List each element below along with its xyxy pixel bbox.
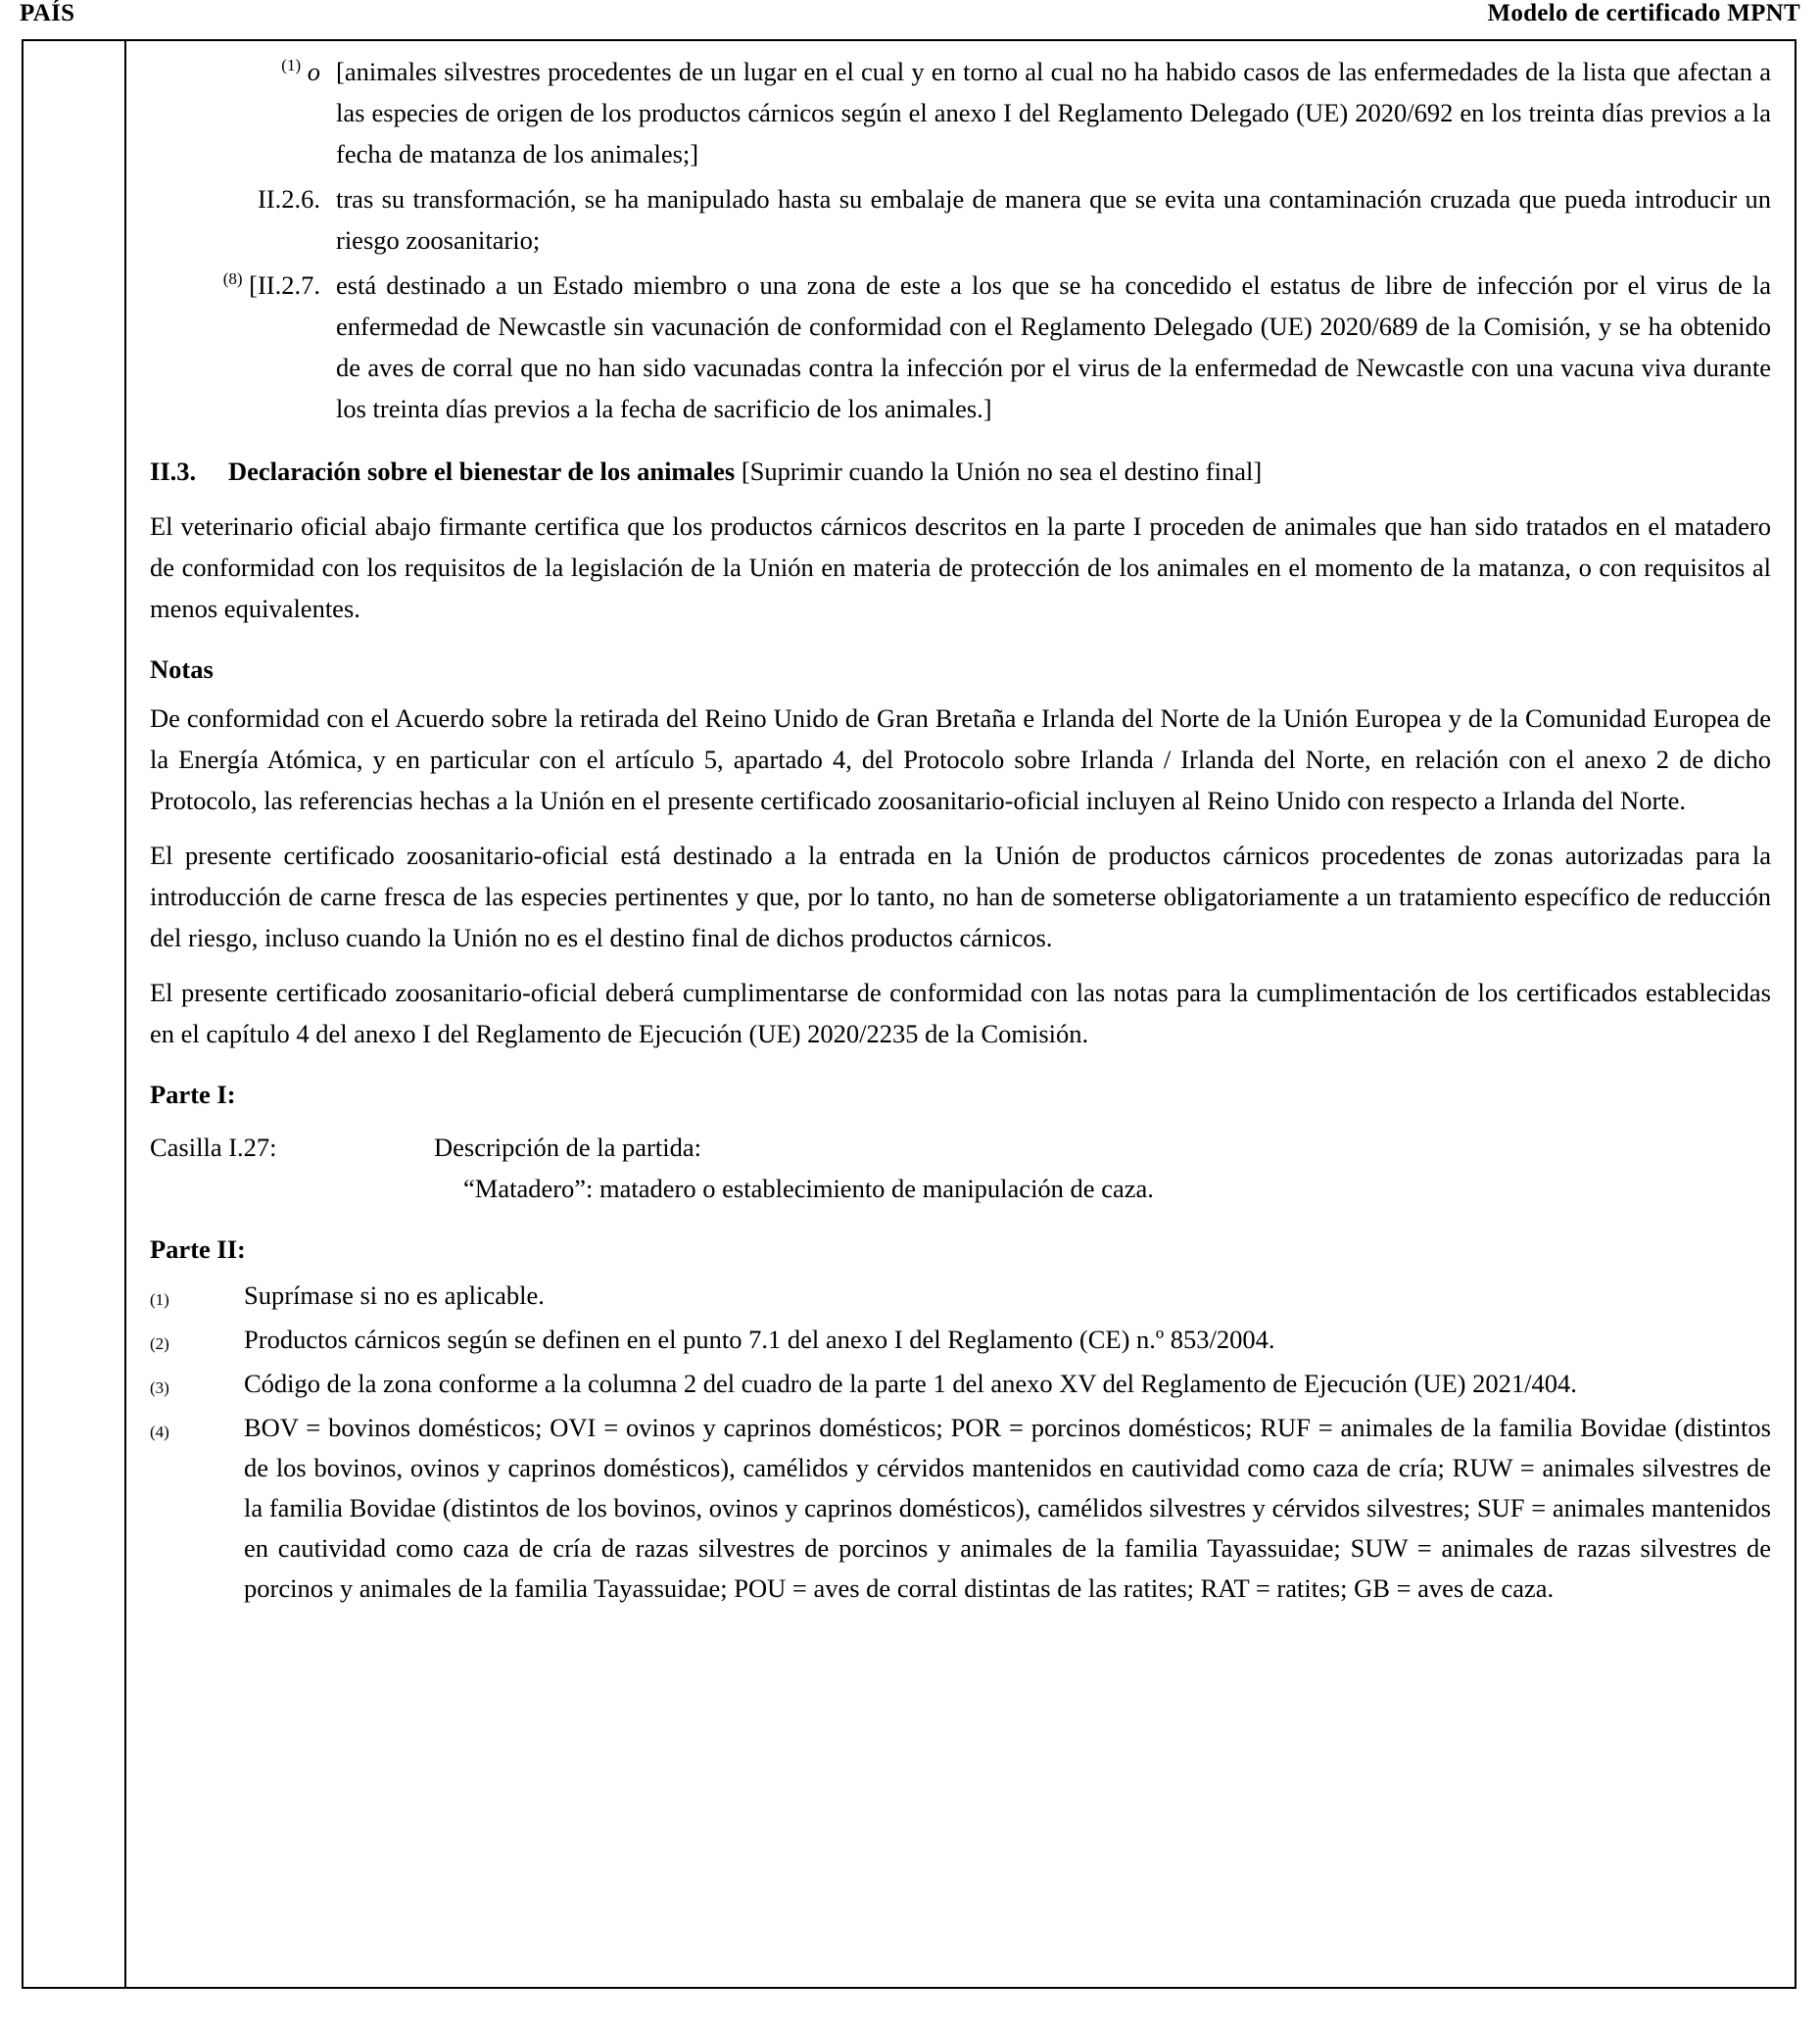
notes-paragraph: El presente certificado zoosanitario-oficial deberá cumplimentarse de conformidad con las notas para la cumplimentación de los certificados establecidas en el capítulo 4 del anexo I del Reglamento de Ejecución (UE) 2020/2235 de la Comisión.: [150, 978, 1771, 1048]
parte-i-heading: Parte I:: [150, 1080, 236, 1109]
footnote-mark: (4): [150, 1423, 169, 1441]
clause-number: [150, 265, 336, 306]
footnote-mark: (3): [150, 1378, 169, 1397]
section-welfare-paragraph: El veterinario oficial abajo firmante certifica que los productos cárnicos descritos en la parte I proceden de animales que han sido tratados en el matadero de conformidad con los requisitos de la legislación de la Unión en materia de protección de los animales en el momento de la matanza, o con requisitos al menos equivalentes.: [150, 511, 1771, 623]
clause-text: tras su transformación, se ha manipulado hasta su embalaje de manera que se evita una contaminación cruzada que pueda introducir un riesgo zoosanitario;: [336, 184, 1771, 255]
page-header: [0, 0, 1820, 39]
casilla-row: [150, 1127, 1771, 1209]
clause-number: [150, 178, 336, 219]
casilla-description-title: Descripción de la partida:: [434, 1133, 701, 1162]
footnote-row: [150, 1276, 1771, 1320]
parte-ii-heading: Parte II:: [150, 1234, 246, 1264]
footnote-mark: (1): [150, 1290, 169, 1309]
clause-footnote-mark: (8): [222, 269, 243, 289]
clause-text: está destinado a un Estado miembro o una zona de este a los que se ha concedido el estatus de libre de infección por el virus de la enfermedad de Newcastle sin vacunación de conformidad con el Reglamento Delegado (UE) 2020/689 de la Comisión, y se ha obtenido de aves de corral que no han sido vacunadas contra la infección por el virus de la enfermedad de Newcastle con una vacuna viva durante los treinta días previos a la fecha de sacrificio de los animales.]: [336, 270, 1771, 423]
section-welfare-note: [735, 457, 1262, 486]
clause-number-text: [II.2.7.: [249, 270, 320, 300]
clause-row: [150, 265, 1771, 429]
section-welfare-heading: [150, 451, 1771, 492]
clause-number-text: o: [307, 57, 320, 86]
table-content-column: [126, 41, 1795, 1987]
notes-paragraph: El presente certificado zoosanitario-oficial está destinado a la entrada en la Unión de productos cárnicos procedentes de zonas autorizadas para la introducción de carne fresca de las especies pertinentes y que, por lo tanto, no han de someterse obligatoriamente a un tratamiento específico de reducción del riesgo, incluso cuando la Unión no es el destino final de dichos productos cárnicos.: [150, 841, 1771, 952]
casilla-description-detail: “Matadero”: matadero o establecimiento de manipulación de caza.: [463, 1174, 1154, 1203]
casilla-label: Casilla I.27:: [150, 1133, 277, 1162]
footnote-mark: (2): [150, 1334, 169, 1353]
clause-row: [150, 178, 1771, 261]
clause-row: [150, 51, 1771, 174]
clause-text: [animales silvestres procedentes de un lugar en el cual y en torno al cual no ha habido casos de las enfermedades de la lista que afectan a las especies de origen de los productos cárnicos según el anexo I del Reglamento Delegado (UE) 2020/692 en los treinta días previos a la fecha de matanza de los animales;]: [336, 57, 1771, 169]
notes-paragraph: De conformidad con el Acuerdo sobre la retirada del Reino Unido de Gran Bretaña e Irlanda del Norte de la Unión Europea y de la Comunidad Europea de la Energía Atómica, y en particular con el artículo 5, apartado 4, del Protocolo sobre Irlanda / Irlanda del Norte, en relación con el anexo 2 de dicho Protocolo, las referencias hechas a la Unión en el presente certificado zoosanitario-oficial incluyen al Reino Unido con respecto a Irlanda del Norte.: [150, 703, 1771, 815]
section-welfare-note-text: [Suprimir cuando la Unión no sea el destino final]: [741, 457, 1263, 486]
footnote-row: [150, 1364, 1771, 1408]
footnote-text: Productos cárnicos según se definen en el punto 7.1 del anexo I del Reglamento (CE) n.º 853/2004.: [244, 1325, 1275, 1354]
header-certificate-model-label: Modelo de certificado MPNT: [1487, 0, 1800, 26]
footnote-row: [150, 1320, 1771, 1364]
notes-heading: Notas: [150, 654, 214, 684]
section-welfare-number: II.3.: [150, 457, 197, 486]
clause-footnote-mark: (1): [281, 56, 302, 75]
certificate-table-frame: [22, 39, 1796, 1989]
header-country-label: PAÍS: [20, 0, 75, 26]
footnote-text: Código de la zona conforme a la columna 2 del cuadro de la parte 1 del anexo XV del Reglamento de Ejecución (UE) 2021/404.: [244, 1369, 1577, 1398]
clause-number: [150, 51, 336, 92]
clause-number-text: II.2.6.: [257, 184, 320, 214]
table-left-margin-column: [24, 41, 126, 1987]
footnote-row: [150, 1408, 1771, 1609]
section-welfare-title: Declaración sobre el bienestar de los animales: [228, 457, 736, 486]
footnote-text: Suprímase si no es aplicable.: [244, 1280, 545, 1310]
footnote-text: BOV = bovinos domésticos; OVI = ovinos y caprinos domésticos; POR = porcinos domésticos; RUF = animales de la familia Bovidae (distintos de los bovinos, ovinos y caprinos domésticos), camélidos y cérvidos mantenidos en cautividad como caza de cría; RUW = animales silvestres de la familia Bovidae (distintos de los bovinos, ovinos y caprinos domésticos), camélidos silvestres y cérvidos silvestres; SUF = animales mantenidos en cautividad como caza de cría de razas silvestres de porcinos y animales de la familia Tayassuidae; SUW = animales de razas silvestres de porcinos y animales de la familia Tayassuidae; POU = aves de corral distintas de las ratites; RAT = ratites; GB = aves de caza.: [244, 1413, 1771, 1603]
casilla-body: [434, 1127, 1771, 1209]
